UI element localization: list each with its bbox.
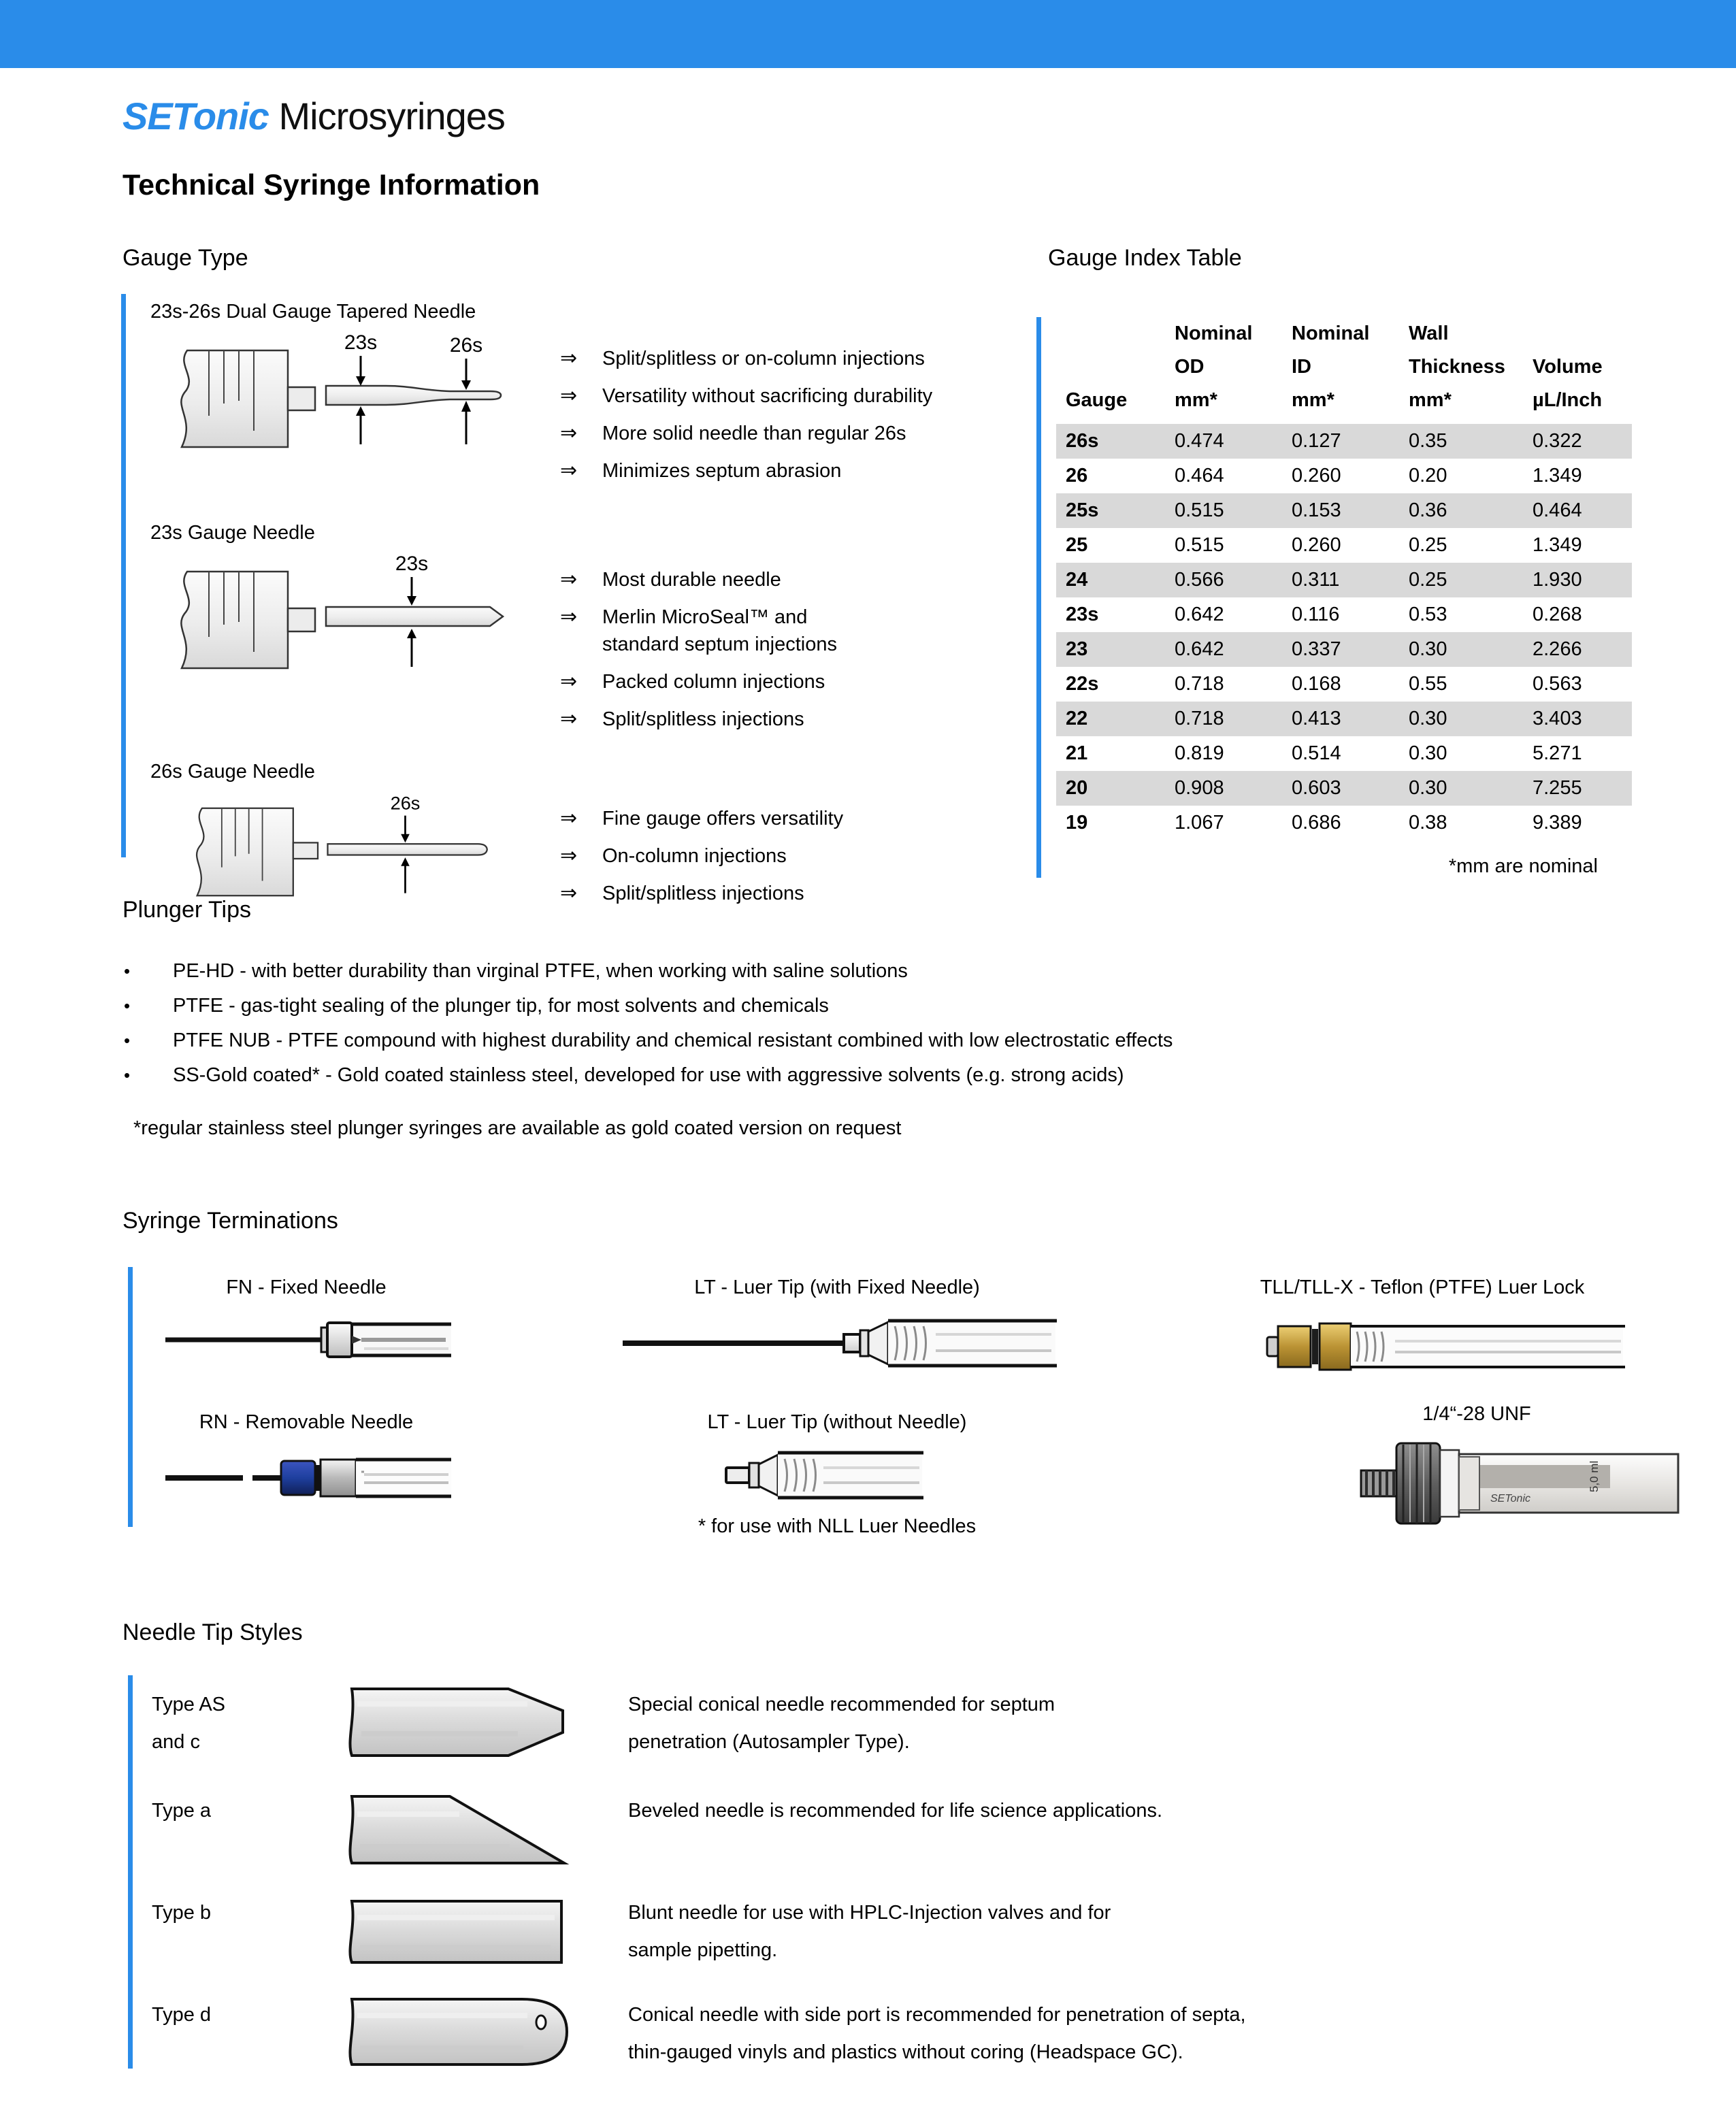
- dot-bullet-icon: •: [124, 995, 131, 1016]
- 26s-gauge-bullets: [560, 805, 1009, 917]
- side-port-hole: [536, 2015, 546, 2029]
- termination-label: LT - Luer Tip (with Fixed Needle): [694, 1277, 980, 1298]
- terminations-footnote: * for use with NLL Luer Needles: [698, 1515, 977, 1537]
- tip-desc-line: Beveled needle is recommended for life science applications.: [628, 1800, 1163, 1822]
- arrow-bullet-icon: ⇒: [560, 606, 578, 628]
- table-row: 19 1.067 0.686 0.38 9.389: [1066, 812, 1582, 834]
- tip-desc-line: Blunt needle for use with HPLC-Injection valves and for: [628, 1902, 1111, 1924]
- arrow-bullet-icon: ⇒: [560, 670, 578, 693]
- gauge-block-23s: [146, 522, 1036, 743]
- dot-bullet-icon: •: [124, 1065, 131, 1085]
- table-header-row: Gauge Nominal OD mm* Nominal ID mm* Wall Thickness mm* Volume µL/Inch: [1066, 323, 1603, 411]
- table-row: 21 0.819 0.514 0.30 5.271: [1066, 742, 1582, 764]
- table-row: 26s 0.474 0.127 0.35 0.322: [1056, 424, 1632, 459]
- termination-unf: [1259, 1403, 1694, 1534]
- tip-d-diagram: [337, 1988, 589, 2077]
- tip-a-diagram: [337, 1784, 589, 1873]
- gauge-index-table: [1056, 317, 1632, 840]
- termination-label: RN - Removable Needle: [199, 1411, 414, 1433]
- table-row: 25 0.515 0.260 0.25 1.349: [1066, 534, 1582, 556]
- dot-bullet-icon: •: [124, 961, 131, 981]
- unf-volume-marking: 5,0 ml: [1588, 1460, 1601, 1492]
- tip-type-label: Type b: [152, 1902, 212, 1924]
- tip-desc-line: Special conical needle recommended for septum: [628, 1694, 1055, 1715]
- arrow-bullet-icon: ⇒: [560, 459, 578, 482]
- list-item: ⇒ More solid needle than regular 26s: [560, 420, 1009, 447]
- tip-desc-line: Conical needle with side port is recommended for penetration of septa,: [628, 2004, 1246, 2026]
- diagram-label-23s: 23s: [344, 331, 378, 354]
- list-item: ⇒ On-column injections: [560, 842, 1009, 870]
- tip-row-b: [133, 1894, 1630, 2000]
- termination-label: FN - Fixed Needle: [226, 1277, 387, 1298]
- list-item: ⇒ Versatility without sacrificing durability: [560, 382, 1009, 410]
- list-item: ⇒ Merlin MicroSeal™ and standard septum injections: [560, 604, 941, 658]
- table-row: 25s 0.515 0.153 0.36 0.464: [1056, 493, 1632, 528]
- tip-row-as: [133, 1686, 1630, 1792]
- gauge-block-26s: [146, 761, 1036, 917]
- 23s-gauge-needle-diagram: [146, 548, 541, 691]
- arrow-bullet-icon: ⇒: [560, 347, 578, 369]
- termination-lt-fixed: [616, 1277, 1058, 1381]
- table-row: 23 0.642 0.337 0.30 2.266: [1056, 632, 1632, 667]
- table-row: 20 0.908 0.603 0.30 7.255: [1056, 771, 1632, 806]
- list-item: • PE-HD - with better durability than virginal PTFE, when working with saline solutions: [124, 960, 908, 982]
- gauge-block-label: 23s-26s Dual Gauge Tapered Needle: [150, 301, 476, 323]
- table-footnote: *mm are nominal: [1448, 855, 1598, 877]
- dual-gauge-bullets: [560, 345, 1009, 495]
- termination-lt-no-needle: [616, 1411, 1058, 1538]
- tip-desc-line: sample pipetting.: [628, 1939, 778, 1961]
- tip-row-d: [133, 1996, 1630, 2102]
- termination-rn: [160, 1411, 453, 1515]
- gauge-block-label: 23s Gauge Needle: [150, 522, 315, 544]
- arrow-bullet-icon: ⇒: [560, 708, 578, 730]
- diagram-label-26s: 26s: [449, 334, 483, 357]
- arrow-bullet-icon: ⇒: [560, 384, 578, 407]
- tll-teflon-luer-lock-diagram: [1205, 1306, 1640, 1387]
- gauge-type-heading: Gauge Type: [122, 245, 248, 271]
- termination-label: 1/4“-28 UNF: [1422, 1403, 1531, 1425]
- diagram-label-26s: 26s: [390, 792, 421, 814]
- list-item: • PTFE NUB - PTFE compound with highest durability and chemical resistant combined with low electrostatic effects: [124, 1030, 1173, 1051]
- diagram-label-23s: 23s: [395, 553, 429, 575]
- plunger-footnote: *regular stainless steel plunger syringes are available as gold coated version on request: [133, 1117, 902, 1139]
- gauge-index-table-section: [1036, 317, 1632, 878]
- needle-tip-styles-section: [128, 1675, 1657, 2069]
- list-item: ⇒ Split/splitless injections: [560, 880, 1009, 907]
- list-item: ⇒ Split/splitless or on-column injections: [560, 345, 1009, 372]
- needle-tip-styles-heading: Needle Tip Styles: [122, 1619, 303, 1645]
- tip-type-label2: and c: [152, 1731, 200, 1753]
- page-title: [122, 94, 505, 138]
- termination-tll: [1205, 1277, 1640, 1387]
- table-row: 26 0.464 0.260 0.20 1.349: [1066, 465, 1582, 487]
- gauge-index-table-heading: Gauge Index Table: [1048, 245, 1242, 271]
- tip-as-diagram: [337, 1678, 589, 1766]
- list-item: ⇒ Packed column injections: [560, 668, 1009, 695]
- unf-brand-marking: SETonic: [1490, 1493, 1530, 1504]
- tip-type-label: Type a: [152, 1800, 212, 1822]
- list-item: ⇒ Minimizes septum abrasion: [560, 457, 1009, 484]
- dot-bullet-icon: •: [124, 1030, 131, 1051]
- arrow-bullet-icon: ⇒: [560, 568, 578, 591]
- table-row: 22 0.718 0.413 0.30 3.403: [1056, 702, 1632, 736]
- 23s-gauge-bullets: [560, 566, 1009, 743]
- gauge-block-dual: [146, 301, 1036, 495]
- terminations-section: [128, 1267, 1657, 1537]
- rn-removable-needle-diagram: [160, 1441, 453, 1515]
- table-row: 22s 0.718 0.168 0.55 0.563: [1066, 673, 1582, 695]
- page-subtitle: Technical Syringe Information: [122, 169, 540, 201]
- dual-gauge-needle-diagram: [146, 327, 541, 470]
- gauge-block-label: 26s Gauge Needle: [150, 761, 315, 783]
- brand-suffix: Microsyringes: [268, 95, 505, 137]
- terminations-heading: Syringe Terminations: [122, 1208, 338, 1234]
- list-item: ⇒ Split/splitless injections: [560, 706, 1009, 733]
- gauge-type-section: [121, 294, 1036, 904]
- brand-logo-text: SETonic: [122, 95, 269, 137]
- tip-type-label: Type d: [152, 2004, 212, 2026]
- tip-type-label: Type AS: [152, 1694, 226, 1715]
- plunger-tips-list: [124, 961, 1587, 1100]
- arrow-bullet-icon: ⇒: [560, 882, 578, 904]
- list-item: ⇒ Fine gauge offers versatility: [560, 805, 1009, 832]
- termination-label: LT - Luer Tip (without Needle): [707, 1411, 967, 1433]
- list-item: • SS-Gold coated* - Gold coated stainless steel, developed for use with aggressive solvents (e.g. strong acids): [124, 1064, 1124, 1086]
- arrow-bullet-icon: ⇒: [560, 807, 578, 829]
- termination-label: TLL/TLL-X - Teflon (PTFE) Luer Lock: [1260, 1277, 1585, 1298]
- tip-row-a: [133, 1792, 1630, 1898]
- tip-desc-line: penetration (Autosampler Type).: [628, 1731, 910, 1753]
- fn-fixed-needle-diagram: [160, 1306, 453, 1374]
- quarter-inch-unf-diagram: [1259, 1432, 1694, 1534]
- termination-fn: [160, 1277, 453, 1374]
- list-item: ⇒ Most durable needle: [560, 566, 1009, 593]
- lt-luer-tip-fixed-diagram: [616, 1306, 1058, 1381]
- list-item: • PTFE - gas-tight sealing of the plunger tip, for most solvents and chemicals: [124, 995, 829, 1017]
- lt-luer-tip-without-needle-diagram: [616, 1441, 1058, 1509]
- top-accent-bar: [0, 0, 1736, 68]
- table-row: 23s 0.642 0.116 0.53 0.268: [1066, 604, 1582, 625]
- plunger-tips-heading: Plunger Tips: [122, 897, 251, 923]
- tip-desc-line: thin-gauged vinyls and plastics without coring (Headspace GC).: [628, 2041, 1183, 2063]
- arrow-bullet-icon: ⇒: [560, 844, 578, 867]
- tip-b-diagram: [337, 1886, 589, 1975]
- arrow-bullet-icon: ⇒: [560, 422, 578, 444]
- table-row: 24 0.566 0.311 0.25 1.930: [1056, 563, 1632, 597]
